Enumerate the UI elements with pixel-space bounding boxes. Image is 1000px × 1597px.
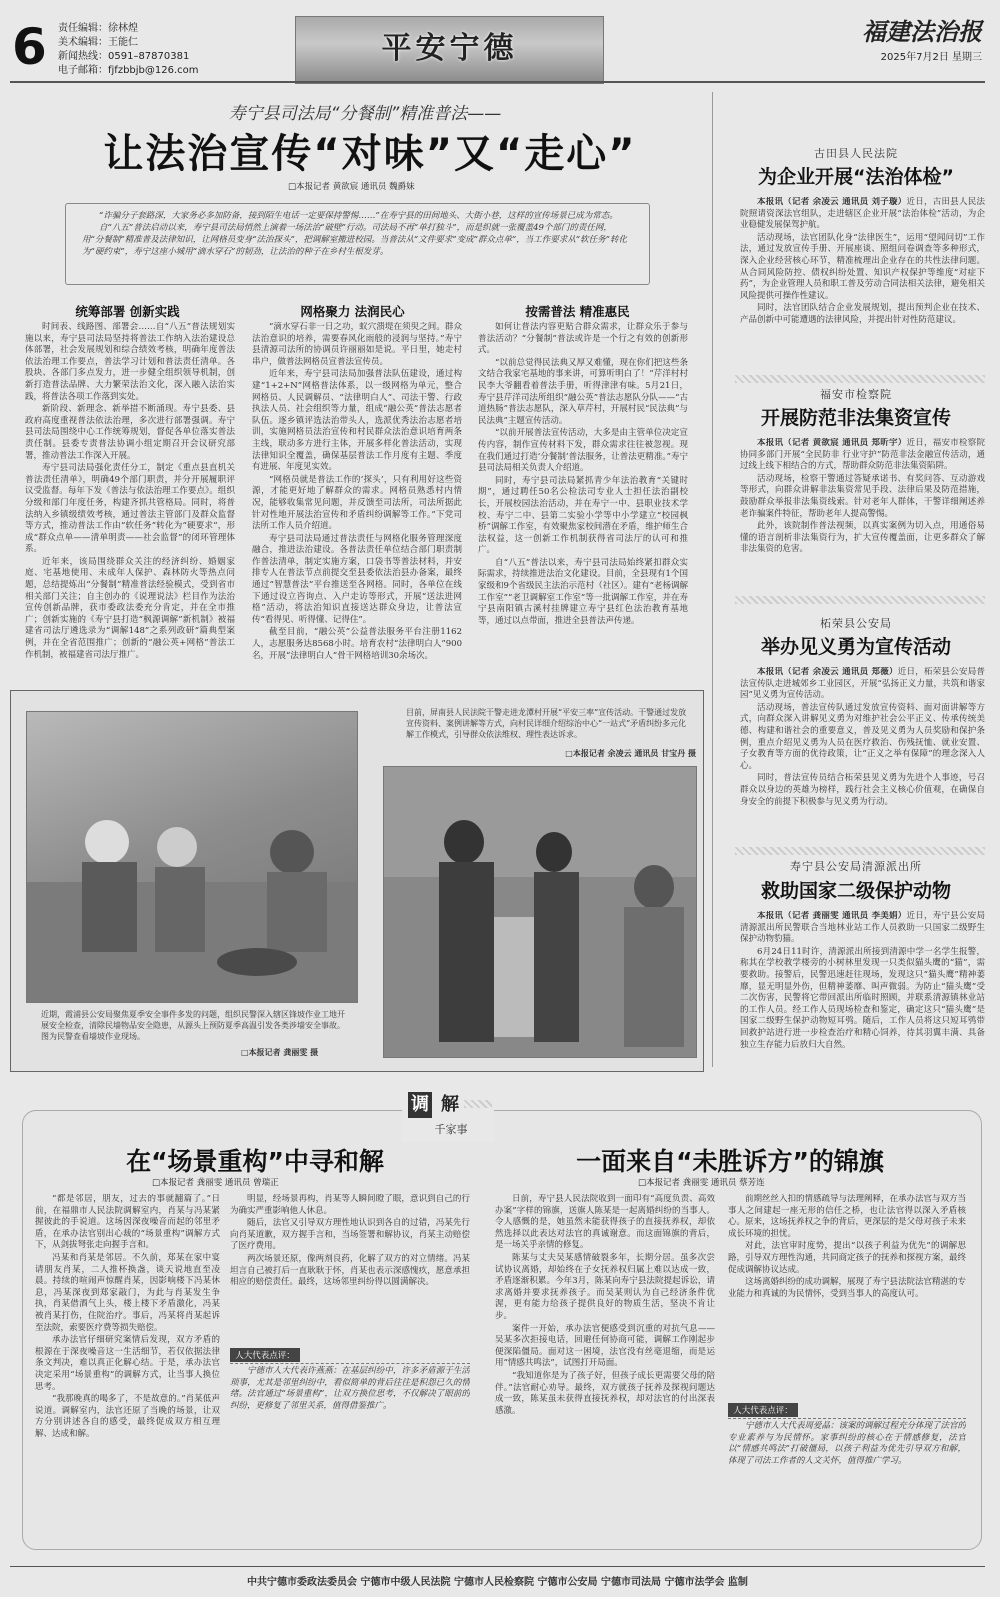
lead-kicker: 寿宁县司法局“分餐制”精准普法—— xyxy=(228,104,502,124)
paper-logo: 福建法治报 xyxy=(862,17,982,46)
mediation-left-byline: □本报记者 龚丽雯 通讯员 曾瑞正 xyxy=(152,1178,279,1188)
paragraph: 前期丝丝入扣的情感疏导与法理阐释，在承办法官与双方当事人之间建起一座无形的信任之桥，也让法官得以深入矛盾核心。原来，这场抚养权之争的背后，更深层的是父母对孩子未来成长环境的担忧。 xyxy=(728,1194,966,1239)
paragraph: 近年来，寿宁县司法局加强普法队伍建设，通过构建“1+2+N”网格普法体系，以一级网格为单元，整合网格员、人民调解员、“法律明白人”、司法干警、行政执法人员、社会组织等力量，组成“融公英”普法志愿者队伍。逐乡镇评选法治带头人，选派优秀法治志愿者培训，实施网格员法治宣传和村民群众法治意识培育两条主线，联动多方进行主体，开展多样化普法活动，实现法律知识全覆盖，确保基层普法工作月度有主题、季度有进展、年度见实效。 xyxy=(252,369,462,473)
section-3-heading: 按需普法 精准惠民 xyxy=(525,304,630,319)
mediation-logo xyxy=(402,1090,494,1142)
mediation-logo-char2: 解 xyxy=(441,1094,459,1115)
paragraph: 时间表、线路图、部署会……自“八五”普法规划实施以来，寿宁县司法局坚持将普法工作纳入法治建设总体部署，社会发展规划和综合绩效考核，明确年度普法依法治理工作要点，普法学习计划和普法责任清单。各股块、各部门多点发力，进一步健全组织领导机制，创新打造普法品牌、大力繁荣法治文化，深入融入法治实践，将普法各项工作落到实处。 xyxy=(25,322,235,402)
paragraph: “网格员就是普法工作的‘探头’，只有利用好这些资源，才能更好地了解群众的需求。网格员熟悉村内情况，能够收集常见问题，并反馈至司法所，司法所据此针对性地开展法治宣传和矛盾纠纷调解等工作。”下党司法所工作人员介绍道。 xyxy=(252,474,462,532)
lead-intro-box xyxy=(65,203,650,285)
paragraph xyxy=(740,667,985,702)
paragraph: 宁德市人大代表周爱晶：该案的调解过程充分体现了法官的专业素养与为民情怀。家事纠纷的核心在于情感修复，法官以“情感共鸣法”打破僵局，以孩子利益为优先引导双方和解，体现了司法工作者的人文关怀，值得推广学习。 xyxy=(728,1421,966,1466)
footer-text: 中共宁德市委政法委员会 宁德市中级人民法院 宁德市人民检察院 宁德市公安局 宁德市司法局 宁德市法学会 监制 xyxy=(247,1577,748,1588)
lead-intro-p1: “诈骗分子套路深，大家务必多加防备，接到陌生电话一定要保持警惕……”在寿宁县的田间地头、大街小巷，这样的宣传场景已成为常态。 xyxy=(99,211,618,221)
sidebar xyxy=(725,135,987,1065)
editor-info xyxy=(58,22,293,78)
mediation-right-byline: □本报记者 龚丽雯 通讯员 蔡芳连 xyxy=(638,1178,765,1188)
page-header xyxy=(0,0,1000,82)
lead-headline: 让法治宣传“对味”又“走心” xyxy=(103,131,637,177)
art-editor-line: 美术编辑：王能仁 xyxy=(58,37,138,48)
paragraph: 两次场景还原，像两剂良药，化解了双方的对立情绪。冯某坦言自己被打后一直耿耿于怀，肖某也表示深感愧疚，愿意承担相应的赔偿责任。最终，这场邻里纠纷得以圆满解决。 xyxy=(230,1253,470,1288)
footer-rule xyxy=(10,1566,985,1567)
paragraph: 同时，普法宣传员结合柘荣县见义勇为先进个人事迹，号召群众以身边的英雄为榜样，践行社会主义核心价值观，在确保自身安全的前提下积极参与见义勇为行动。 xyxy=(740,773,985,807)
mediation-left-col1 xyxy=(35,1194,220,1534)
paragraph: 如何让普法内容更贴合群众需求，让群众乐于参与普法活动？“分餐制”普法或许是一个行之有效的创新形式。 xyxy=(478,322,688,356)
sidebar-item-3-org: 柘荣县公安局 xyxy=(820,617,892,630)
lead-byline: □本报记者 黄欲宸 通讯员 魏爵妹 xyxy=(288,182,415,192)
mediation-logo-stripe xyxy=(464,1100,492,1108)
paragraph: “都是邻居，朋友，过去的事就翻篇了。”日前，在福鼎市人民法院调解室内，肖某与冯某紧握彼此的手说道。这场因深夜噪音而起的邻里矛盾，在承办法官别出心裁的“场景重构”调解方式下，从剑拔弩张走向握手言和。 xyxy=(35,1194,220,1251)
section-2-body xyxy=(252,322,462,677)
paragraph: 承办法官仔细研究案情后发现，双方矛盾的根源在于深夜噪音这一生活细节，若仅依据法律条文判决，难以真正化解心结。于是，承办法官决定采用“场景重构”的调解方式，让当事人换位思考。 xyxy=(35,1335,220,1392)
paragraph: 同时，寿宁县司法局紧抓青少年法治教育“关键时期”，通过聘任50名公检法司专业人士担任法治副校长，开展校园法治活动，并在寿宁一中、县职业技术学校、寿宁二中、县第二实验小学等中小学建立“校园枫桥”调解工作室，有效聚焦家校间潜在矛盾，维护师生合法权益，这一创新工作机制获得省司法厅的认可和推广。 xyxy=(478,475,688,556)
sidebar-divider-2 xyxy=(735,596,985,604)
paragraph: 新阶段、新理念、新举措不断涌现。寿宁县委、县政府高度重视普法依法治理，多次进行部署强调。寿宁县司法局围绕中心工作统筹规划，督促各单位落实普法责任制。县委专责普法协调小组定期召开会议研究部署，推动普法工作深入开展。 xyxy=(25,404,235,461)
mediation-right-comment-label: 人大代表点评： xyxy=(728,1403,798,1417)
caption-text: 目前，屏南县人民法院干警走进龙潭村开展“平安三率”宣传活动。干警通过发放宣传资料、案例讲解等方式，向村民详细介绍综治中心“一站式”矛盾纠纷多元化解工作模式，引导群众依法维权、理性表达诉求。 xyxy=(406,708,687,739)
paragraph: 同时，法官团队结合企业发展规划，提出预判企业在技术、产品创新中可能遭遇的法律风险，并提出针对性防范建议。 xyxy=(740,303,985,325)
hotline: 新闻热线：0591–87870381 xyxy=(58,51,190,62)
editor-line: 责任编辑：徐林煌 xyxy=(58,23,138,34)
paragraph-text: 近日，柘荣县公安局普法宣传队走进城郊乡工业园区，开展“弘扬正义力量，共筑和谐家园”见义勇为宣传活动。 xyxy=(740,667,985,701)
credit-text: □本报记者 龚丽雯 摄 xyxy=(241,1048,319,1057)
credit-text: □本报记者 余凌云 通讯员 甘宝丹 摄 xyxy=(565,749,696,758)
paragraph: 活动现场，法官团队化身“法律医生”，运用“望闻问切”工作法，通过发放宣传手册、开展座谈、照组问卷调查等多种形式，深入企业经营核心环节，精准梳理出企业存在的共性法律问题。从合同风险防控、债权纠纷处置、知识产权保护等维度“对症下药”，为企业管理人员和职工普及劳动合同法相关法律，避免相关风险提供可操作性建议。 xyxy=(740,232,985,301)
paragraph-text: 近日，福安市检察院协同多部门开展“全民防非 行业守护”防范非法金融宣传活动，通过线上线下相结合的方式，帮助群众防范非法集资陷阱。 xyxy=(740,438,985,472)
page-number: 6 xyxy=(12,18,47,76)
paragraph: 自“八五”普法以来，寿宁县司法局始终紧扣群众实际需求，持续推进法治文化建设。目前，全县现有1个国家级和9个省级民主法治示范村（社区）。建有“老杨调解工作室”“老卫调解室工作室”等一批调解工作室，并在寿宁县南阳镇古溪村挂牌建立寿宁县红色法治教育基地等，通过以点带面，推进全县普法声传递。 xyxy=(478,557,688,626)
mediation-right-col1 xyxy=(495,1194,715,1534)
mediation-left-title: 在“场景重构”中寻和解 xyxy=(126,1147,384,1176)
paragraph xyxy=(740,197,985,232)
sidebar-item-3-byline: 本报讯（记者 余凌云 通讯员 郑薇） xyxy=(757,667,898,677)
sidebar-item-3-title: 举办见义勇为宣传活动 xyxy=(760,636,951,658)
paragraph: 这场离婚纠纷的成功调解，展现了寿宁县法院法官精湛的专业能力和真诚的为民情怀，受到当事人的高度认可。 xyxy=(728,1277,966,1299)
paragraph: “以前开展普法宣传活动，大多是由主管单位决定宣传内容，制作宣传材料下发，群众需求往往被忽视。现在我们通过打造‘分餐制’普法服务，让普法更精准。”寿宁县司法局相关负责人介绍道。 xyxy=(478,428,688,474)
paragraph-text: 近日，寿宁县公安局清源派出所民警联合当地林业站工作人员救助一只国家二级野生保护动物豹猫。 xyxy=(740,911,985,945)
paragraph: 冯某和肖某是邻居。不久前，郑某在家中宴请朋友肖某，二人推杯换盏，谈天说地直至凌晨。持续的喧闹声惊醒肖某，因影响楼下冯某休息，冯某深夜到郑家敲门，为此与肖某发生争执，肖某借酒气上头，楼上楼下矛盾激化，冯某被肖某打伤，住院治疗。事后，冯某将肖某起诉至法院，索要医疗费等损失赔偿。 xyxy=(35,1252,220,1333)
paragraph: 宁德市人大代表许燕燕：在基层纠纷中，许多矛盾源于生活琐事，尤其是邻里纠纷中，看似简单的背后往往是积怨已久的情绪。法官通过“场景重构”，让双方换位思考，不仅解决了眼前的纠纷，更修复了邻里关系，值得借鉴推广。 xyxy=(230,1366,470,1411)
paragraph: 寿宁县司法局通过普法责任与网格化服务管理深度融合，推进法治建设。各普法责任单位结合部门职责制作普法清单，制定实施方案，口袋书等普法材料，并安排专人在普法节点前提交至县委依法治县办备案，最终通过“智慧普法”平台推送至各网格。同时，各单位在线下通过设立咨询点、入户走访等形式，开展“送法进网格”活动，将法治知识直接送达群众身边，让普法宣传“看得见、听得懂、记得住”。 xyxy=(252,533,462,625)
section-1-heading: 统筹部署 创新实践 xyxy=(75,304,180,319)
header-rule xyxy=(10,81,985,83)
sidebar-item-1-org: 古田县人民法院 xyxy=(814,147,898,160)
paragraph: “我那晚真的喝多了，不是故意的。”肖某低声说道。调解室内，法官还原了当晚的场景，让双方分别讲述各自的感受，最终促成双方相互理解、达成和解。 xyxy=(35,1394,220,1439)
paragraph-text: 近日，古田县人民法院照请资深法官组队，走进辖区企业开展“法治体检”活动，为企业稳健发展保驾护航。 xyxy=(740,197,985,231)
credit-police-inspection xyxy=(241,1047,361,1058)
mediation-left-comment xyxy=(230,1363,470,1536)
sidebar-divider-1 xyxy=(735,375,985,383)
photo-court-campaign-illustration xyxy=(384,767,696,1057)
mediation-left-col2 xyxy=(230,1194,470,1344)
paragraph: 随后，法官又引导双方理性地认识到各自的过错，冯某先行向肖某道歉，双方握手言和，当场签署和解协议，肖某主动赔偿了医疗费用。 xyxy=(230,1218,470,1252)
paragraph: “以前总觉得民法典又厚又难懂，现在你们把这些条文结合我家宅基地的事来讲，可算听明白了！”芹洋村村民李大爷翻看着普法手册，听得津津有味。5月21日，寿宁县芹洋司法所组织“融公英”普法志愿队分队——“古道热肠”普法志愿队，深入草芹村，开展村民“民法典”与民法典”主题宣传活动。 xyxy=(478,357,688,426)
sidebar-item-1-body xyxy=(740,197,985,372)
sidebar-divider-3 xyxy=(735,847,985,855)
sidebar-item-3-body xyxy=(740,667,985,842)
paragraph: 案件一开始，承办法官便感受到沉重的对抗气息——吴某多次拒接电话，回避任何协商可能，调解工作刚起步便深陷僵局。面对这一困境，法官没有丝毫退缩，而是运用“情感共鸣法”，试图打开局面。 xyxy=(495,1323,715,1369)
paragraph xyxy=(740,911,985,946)
section-3-body xyxy=(478,322,688,677)
paragraph: 近年来，该局围绕群众关注的经济纠纷、婚姻家庭、宅基地使用、未成年人保护、森林防火等热点问题，总结提炼出“分餐制”精准普法经验模式，受到省市相关部门关注；自主创办的《说理说法》栏目作为法治宣传创新品牌，获市委政法委充分肯定，并在全市推广；创新实施的《寿宁县打造“枫源调解”新机制》被福建省司法厅遴选录为“调解148”之系列政研“篇典型案例，并在全省范围推广；创新的“融公英+网格”普法工作机制，被福建省司法厅推广。 xyxy=(25,556,235,660)
credit-court-campaign xyxy=(531,748,696,759)
paragraph: “滴水穿石非一日之功，蚁穴溃堤在须臾之间。群众法治意识的培养，需要春风化雨般的浸润与坚持。”寿宁县清源司法所的协调员许丽丽如是说。平日里，她走村串户，做普法网格员宣普法宣传员。 xyxy=(252,322,462,367)
paragraph: 寿宁县司法局强化责任分工，制定《重点县直机关普法责任清单》，明确49个部门职责，并分开展履职评议受监督。每年下发《普法与依法治理工作要点》。组织分级和部门年度任务，构建齐抓共管格局。同时，将普法纳入乡镇级绩效考核，通过普法主管部门及群众监督等方式，推动普法工作由“软任务”转化为“硬要求”，形成“群众点单——清单明责——社会监督”的闭环管理体系。 xyxy=(25,463,235,555)
sidebar-item-4-byline: 本报讯（记者 龚丽雯 通讯员 李美娟） xyxy=(757,911,907,921)
photo-court-campaign xyxy=(383,766,697,1058)
paragraph: 此外，该院制作普法视频，以真实案例为切入点，用通俗易懂的语言剖析非法集资行为，扩大宣传覆盖面，让更多群众了解非法集资的危害。 xyxy=(740,521,985,555)
sidebar-item-2-body xyxy=(740,438,985,588)
photo-section xyxy=(10,690,704,1072)
photo-police-inspection xyxy=(26,711,358,1003)
mediation-logo-sub: 千家事 xyxy=(434,1123,468,1136)
mediation-logo-char1: 调 xyxy=(408,1092,432,1118)
paragraph: 对此，法官审时度势，提出“以孩子利益为优先”的调解思路，引导双方理性沟通，共同商定孩子的抚养和探视方案，最终促成调解协议达成。 xyxy=(728,1241,966,1275)
paragraph: “我知道你是为了孩子好，但孩子成长更需要父母的陪伴。”法官耐心劝导。最终，双方就孩子抚养及探视问题达成一致，陈某虽未获得直接抚养权，却对法官的付出深表感激。 xyxy=(495,1370,715,1416)
lead-intro-p2: 自“八五”普法启动以来，寿宁县司法局悄然上演着一场法治“破壁”行动。司法局不再“单打独斗”，而是织就一张覆盖49个部门的责任网，用“分餐制”精准普及法律知识，让网格员变身“法治探头”，把调解室搬进校园。当普法从“文件要求”变成“群众点单”，当工作要求从“软任务”转化为“硬约束”，寿宁这座小城用“滴水穿石”的韧劲，让法治的种子在乡村生根发芽。 xyxy=(82,223,627,257)
paragraph: 日前，寿宁县人民法院收到一面印有“高度负责、高效办案”字样的锦旗，送旗人陈某是一起离婚纠纷的当事人。令人感慨的是，她虽然未能获得孩子的直接抚养权，却依然选择以此表达对法官的真诚谢意。而这面锦旗的背后，是一场关乎亲情的修复。 xyxy=(495,1194,715,1251)
sidebar-item-2-org: 福安市检察院 xyxy=(820,388,892,401)
mediation-right-col2 xyxy=(728,1194,966,1399)
section-2-heading: 网格聚力 法润民心 xyxy=(300,304,405,319)
paragraph: 截至目前，“融公英”公益普法服务平台注册1162人，志愿服务达8568小时。培育农村“法律明白人”900名，开展“法律明白人”骨干网格培训30余场次。 xyxy=(252,627,462,661)
sidebar-item-2-title: 开展防范非法集资宣传 xyxy=(760,407,951,429)
paragraph xyxy=(740,438,985,473)
banner-title: 平安宁德 xyxy=(381,31,518,66)
caption-police-inspection xyxy=(41,1009,346,1042)
caption-court-campaign xyxy=(406,707,691,740)
mediation-left-comment-label: 人大代表点评： xyxy=(230,1348,300,1362)
banner xyxy=(295,16,604,84)
section-1-body xyxy=(25,322,235,677)
paragraph: 明显，经场景再构，肖某等人瞬间瞪了眼，意识到自己的行为确实严重影响他人休息。 xyxy=(230,1194,470,1216)
sidebar-item-4-org: 寿宁县公安局清源派出所 xyxy=(790,860,922,873)
email: 电子邮箱：fjfzbbjb@126.com xyxy=(58,65,199,76)
paragraph: 活动现场，普法宣传队通过发放宣传资料、面对面讲解等方式，向群众深入讲解见义勇为对维护社会公平正义、传承传统美德、构建和谐社会的重要意义，普及见义勇为人员奖励和保护条例，重点介绍见义勇为人员在医疗救治、伤残抚恤、就业安置、子女教育等方面的优待政策，让“正义之举有保障”的理念深入人心。 xyxy=(740,702,985,771)
sidebar-item-2-byline: 本报讯（记者 黄欲宸 通讯员 郑昕宇） xyxy=(757,438,907,448)
caption-text: 近期，霞浦县公安局聚焦夏季安全事件多发的问题，组织民警深入辖区锋坡作业工地开展安全检查，清除民墙物品安全隐患，从源头上预防夏季高温引发各类涉墙安全事故。图为民警查看墙坡作业现场。 xyxy=(41,1010,345,1041)
photo-police-inspection-illustration xyxy=(27,712,357,1002)
paragraph: 活动现场，检察干警通过答疑承诺书、有奖问答、互动游戏等形式，向群众讲解非法集资常见手段、法律后果及防范措施，鼓励群众举报非法集资线索。针对老年人群体，干警详细阐述养老诈骗案件特征，帮助老年人提高警惕。 xyxy=(740,473,985,519)
sidebar-item-1-byline: 本报讯（记者 余凌云 通讯员 刘子璇） xyxy=(757,197,907,207)
paragraph: 6月24日11时许，清源派出所接到清源中学一名学生报警，称其在学校教学楼旁的小树林里发现一只类似猫头鹰的“猫”，需要救助。接警后，民警迅速赶往现场，发现这只“猫头鹰”精神萎靡，显无明显外伤，但精神萎靡、叫声微弱。为防止“猫头鹰”受二次伤害，民警将它带回派出所临时照顾，并联系清源镇林业站的工作人员。经工作人员现场检查和鉴定，确定这只“猫头鹰”是国家二级野生保护动物短耳鸮。随后，工作人员将这只短耳鸮带回救护站进行进一步检查治疗和精心饲养，待其羽翼丰满、具备独立生存能力后放归大自然。 xyxy=(740,946,985,1050)
issue-date: 2025年7月2日 星期三 xyxy=(880,52,982,63)
mediation-right-comment xyxy=(728,1418,966,1539)
sidebar-item-1-title: 为企业开展“法治体检” xyxy=(758,166,954,188)
column-divider xyxy=(712,92,713,1067)
mediation-right-title: 一面来自“未胜诉方”的锦旗 xyxy=(576,1147,884,1176)
sidebar-item-4-title: 救助国家二级保护动物 xyxy=(760,880,951,902)
sidebar-item-4-body xyxy=(740,911,985,1063)
paragraph: 陈某与丈夫吴某感情破裂多年，长期分居。虽多次尝试协议离婚，却始终在子女抚养权归属上难以达成一致，矛盾逐渐积累。今年3月，陈某向寿宁县法院提起诉讼，请求离婚并要求抚养孩子。而吴某则认为自己经济条件优渥，更有能力给孩子提供良好的物质生活，坚决不肯让步。 xyxy=(495,1252,715,1321)
